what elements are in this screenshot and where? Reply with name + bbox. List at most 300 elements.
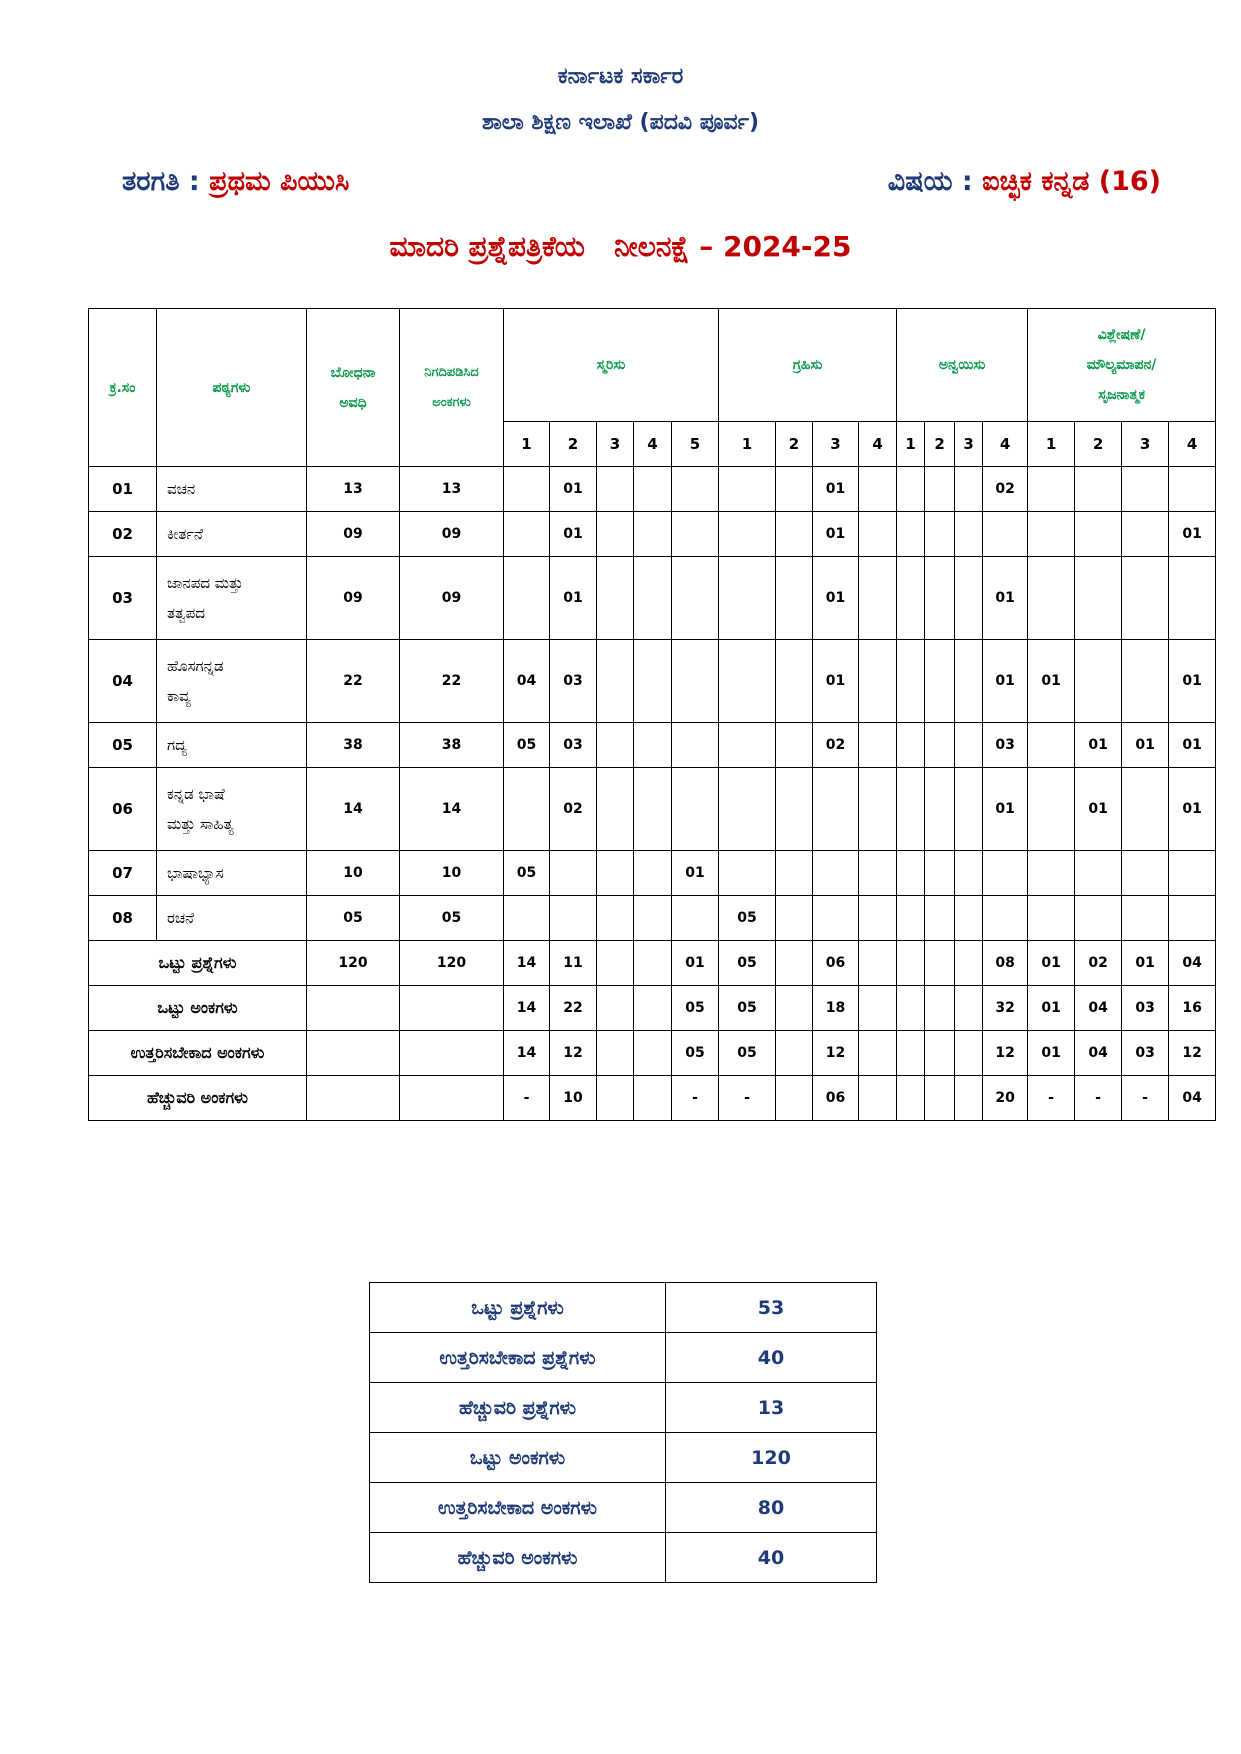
- totals-cell: 10: [550, 1076, 597, 1121]
- row-cell: [719, 723, 776, 768]
- row-topic-line: ಕೀರ್ತನೆ: [167, 525, 204, 543]
- row-cell: [955, 467, 983, 512]
- row-cell: 01: [813, 467, 859, 512]
- summary-value: 53: [666, 1283, 877, 1333]
- row-cell: [672, 557, 719, 640]
- row-cell: [897, 851, 925, 896]
- row-hours: 13: [307, 467, 400, 512]
- row-cell: [597, 467, 634, 512]
- summary-label: ಒಟ್ಟು ಅಂಕಗಳು: [370, 1433, 666, 1483]
- row-hours: 10: [307, 851, 400, 896]
- totals-cell: [955, 1076, 983, 1121]
- row-cell: [504, 512, 550, 557]
- subject-value: ಐಚ್ಛಿಕ ಕನ್ನಡ (16): [982, 166, 1161, 197]
- row-cell: [504, 768, 550, 851]
- totals-cell: -: [1122, 1076, 1169, 1121]
- totals-cell: 14: [504, 986, 550, 1031]
- totals-cell: 04: [1075, 986, 1122, 1031]
- totals-cell: [925, 1031, 955, 1076]
- row-cell: [859, 723, 897, 768]
- row-cell: [925, 640, 955, 723]
- summary-label: ಹೆಚ್ಚುವರಿ ಪ್ರಶ್ನೆಗಳು: [370, 1383, 666, 1433]
- sub-header-level: 2: [550, 422, 597, 467]
- totals-cell: 04: [1075, 1031, 1122, 1076]
- row-cell: [672, 723, 719, 768]
- row-cell: [1169, 467, 1216, 512]
- summary-label: ಉತ್ತರಿಸಬೇಕಾದ ಅಂಕಗಳು: [370, 1483, 666, 1533]
- row-cell: [776, 896, 813, 941]
- row-cell: [550, 896, 597, 941]
- totals-cell: 22: [550, 986, 597, 1031]
- row-topic-line: ರಚನೆ: [167, 909, 195, 927]
- row-cell: [955, 557, 983, 640]
- row-sl-no: 02: [89, 512, 157, 557]
- row-cell: [955, 640, 983, 723]
- totals-cell: 12: [983, 1031, 1028, 1076]
- row-cell: [672, 640, 719, 723]
- row-cell: [634, 723, 672, 768]
- header-teaching-hours-line1: ಬೋಧನಾ: [330, 364, 376, 381]
- row-cell: [597, 640, 634, 723]
- row-topic: [157, 640, 307, 723]
- row-topic: [157, 557, 307, 640]
- row-marks: 10: [400, 851, 504, 896]
- table-row: [89, 851, 1216, 896]
- table-row: [89, 640, 1216, 723]
- row-cell: [504, 896, 550, 941]
- row-topic-line: ಕಾವ್ಯ: [167, 687, 191, 705]
- row-cell: [859, 768, 897, 851]
- row-marks: 05: [400, 896, 504, 941]
- totals-cell: [897, 986, 925, 1031]
- summary-value: 120: [666, 1433, 877, 1483]
- row-topic-line: ಹೊಸಗನ್ನಡ: [167, 657, 224, 675]
- row-cell: 02: [813, 723, 859, 768]
- sub-header-level: 3: [955, 422, 983, 467]
- summary-row: [370, 1333, 877, 1383]
- row-topic-line: ಜಾನಪದ ಮತ್ತು: [167, 574, 244, 592]
- row-hours: 09: [307, 512, 400, 557]
- row-marks: 13: [400, 467, 504, 512]
- row-cell: [925, 467, 955, 512]
- totals-cell: [634, 941, 672, 986]
- header-remember: ಸ್ಮರಿಸು: [504, 309, 719, 422]
- row-cell: [504, 557, 550, 640]
- totals-cell: 04: [1169, 1076, 1216, 1121]
- row-cell: 01: [983, 557, 1028, 640]
- row-cell: [1028, 467, 1075, 512]
- row-cell: [776, 512, 813, 557]
- header-analyse-line2: ಮೌಲ್ಯಮಾಪನ/: [1086, 357, 1157, 373]
- row-cell: [897, 557, 925, 640]
- row-topic-line: ಗದ್ಯ: [167, 736, 187, 754]
- sub-header-level: 1: [504, 422, 550, 467]
- row-topic: [157, 512, 307, 557]
- table-row: [89, 557, 1216, 640]
- row-cell: [597, 768, 634, 851]
- row-cell: [1122, 640, 1169, 723]
- sub-header-level: 1: [897, 422, 925, 467]
- row-cell: [1122, 512, 1169, 557]
- row-hours: 05: [307, 896, 400, 941]
- row-marks: 14: [400, 768, 504, 851]
- row-cell: 01: [1122, 723, 1169, 768]
- summary-label: ಹೆಚ್ಚುವರಿ ಅಂಕಗಳು: [370, 1533, 666, 1583]
- totals-cell: 05: [719, 1031, 776, 1076]
- totals-cell: [859, 1031, 897, 1076]
- totals-cell: 12: [1169, 1031, 1216, 1076]
- row-cell: [925, 512, 955, 557]
- header-analyse-line1: ವಿಶ್ಲೇಷಣೆ/: [1097, 327, 1146, 343]
- totals-cell: [925, 941, 955, 986]
- totals-cell: 02: [1075, 941, 1122, 986]
- totals-cell: [597, 941, 634, 986]
- row-cell: [1075, 557, 1122, 640]
- row-cell: [672, 896, 719, 941]
- summary-row: [370, 1283, 877, 1333]
- sub-header-level: 3: [813, 422, 859, 467]
- totals-cell: [776, 1076, 813, 1121]
- row-sl-no: 01: [89, 467, 157, 512]
- totals-cell: -: [1028, 1076, 1075, 1121]
- row-cell: [925, 768, 955, 851]
- row-topic: [157, 896, 307, 941]
- row-hours: 14: [307, 768, 400, 851]
- row-sl-no: 08: [89, 896, 157, 941]
- row-cell: [597, 851, 634, 896]
- row-cell: [719, 768, 776, 851]
- row-cell: 03: [550, 723, 597, 768]
- sub-header-level: 2: [925, 422, 955, 467]
- row-cell: 01: [983, 640, 1028, 723]
- totals-cell: 16: [1169, 986, 1216, 1031]
- summary-value: 40: [666, 1533, 877, 1583]
- row-cell: [1075, 640, 1122, 723]
- totals-cell: 01: [1028, 986, 1075, 1031]
- row-sl-no: 06: [89, 768, 157, 851]
- row-cell: [672, 467, 719, 512]
- totals-cell: [955, 941, 983, 986]
- row-cell: [859, 640, 897, 723]
- sub-header-level: 3: [597, 422, 634, 467]
- summary-value: 80: [666, 1483, 877, 1533]
- row-cell: [897, 467, 925, 512]
- sub-header-level: 1: [719, 422, 776, 467]
- totals-cell: 20: [983, 1076, 1028, 1121]
- class-label: ತರಗತಿ :: [122, 166, 200, 197]
- totals-hours: [307, 1031, 400, 1076]
- totals-cell: 14: [504, 1031, 550, 1076]
- row-cell: [1122, 851, 1169, 896]
- totals-cell: [776, 986, 813, 1031]
- row-cell: 01: [550, 467, 597, 512]
- row-cell: [1075, 896, 1122, 941]
- row-cell: [859, 896, 897, 941]
- class-value: ಪ್ರಥಮ ಪಿಯುಸಿ: [209, 166, 350, 197]
- class-line: [122, 166, 349, 198]
- summary-table: [369, 1282, 877, 1583]
- row-topic: [157, 467, 307, 512]
- totals-cell: 06: [813, 941, 859, 986]
- totals-marks: [400, 986, 504, 1031]
- row-cell: [859, 467, 897, 512]
- row-hours: 09: [307, 557, 400, 640]
- sub-header-level: 4: [634, 422, 672, 467]
- totals-cell: 03: [1122, 986, 1169, 1031]
- row-cell: 05: [504, 723, 550, 768]
- row-topic-line: ತತ್ವಪದ: [167, 604, 205, 622]
- header-allotted-marks-line1: ನಿಗದಿಪಡಿಸಿದ: [424, 364, 479, 380]
- row-cell: [719, 640, 776, 723]
- row-cell: 01: [813, 640, 859, 723]
- row-cell: [719, 467, 776, 512]
- sub-header-level: 3: [1122, 422, 1169, 467]
- summary-label: ಒಟ್ಟು ಪ್ರಶ್ನೆಗಳು: [370, 1283, 666, 1333]
- row-cell: [859, 512, 897, 557]
- header-teaching-hours: [307, 309, 400, 467]
- row-sl-no: 03: [89, 557, 157, 640]
- row-cell: 04: [504, 640, 550, 723]
- totals-cell: [859, 986, 897, 1031]
- row-cell: [955, 723, 983, 768]
- totals-cell: 01: [1122, 941, 1169, 986]
- row-cell: [983, 851, 1028, 896]
- totals-label: ಉತ್ತರಿಸಬೇಕಾದ ಅಂಕಗಳು: [89, 1031, 307, 1076]
- totals-cell: 08: [983, 941, 1028, 986]
- totals-label: ಒಟ್ಟು ಅಂಕಗಳು: [89, 986, 307, 1031]
- row-cell: 01: [1028, 640, 1075, 723]
- totals-hours: [307, 1076, 400, 1121]
- totals-cell: [634, 986, 672, 1031]
- row-sl-no: 05: [89, 723, 157, 768]
- totals-cell: 01: [1028, 1031, 1075, 1076]
- row-cell: [597, 557, 634, 640]
- row-cell: [634, 467, 672, 512]
- government-heading: ಕರ್ನಾಟಕ ಸರ್ಕಾರ: [557, 64, 684, 89]
- row-cell: [955, 512, 983, 557]
- totals-hours: 120: [307, 941, 400, 986]
- sub-header-level: 4: [1169, 422, 1216, 467]
- subject-label: ವಿಷಯ :: [887, 166, 973, 197]
- totals-cell: [859, 941, 897, 986]
- row-cell: [776, 851, 813, 896]
- row-cell: [955, 896, 983, 941]
- row-topic: [157, 768, 307, 851]
- document-title: ಮಾದರಿ ಪ್ರಶ್ನೆಪತ್ರಿಕೆಯ ನೀಲನಕ್ಷೆ – 2024-25: [389, 230, 852, 263]
- totals-cell: 18: [813, 986, 859, 1031]
- table-row: [89, 768, 1216, 851]
- totals-label: ಒಟ್ಟು ಪ್ರಶ್ನೆಗಳು: [89, 941, 307, 986]
- totals-cell: [897, 941, 925, 986]
- row-cell: [550, 851, 597, 896]
- row-cell: [897, 640, 925, 723]
- row-cell: [897, 896, 925, 941]
- row-cell: 02: [550, 768, 597, 851]
- row-cell: [776, 768, 813, 851]
- row-cell: [955, 768, 983, 851]
- sub-header-level: 1: [1028, 422, 1075, 467]
- header-allotted-marks: [400, 309, 504, 467]
- sub-header-level: 2: [776, 422, 813, 467]
- row-cell: 01: [550, 557, 597, 640]
- totals-cell: [897, 1076, 925, 1121]
- row-cell: [897, 512, 925, 557]
- totals-cell: 05: [719, 941, 776, 986]
- row-cell: [634, 557, 672, 640]
- row-cell: [813, 896, 859, 941]
- row-cell: [813, 851, 859, 896]
- row-topic-line: ಮತ್ತು ಸಾಹಿತ್ಯ: [167, 815, 234, 833]
- totals-cell: 32: [983, 986, 1028, 1031]
- totals-cell: [776, 1031, 813, 1076]
- row-topic-line: ಭಾಷಾಭ್ಯಾಸ: [167, 864, 224, 882]
- summary-value: 13: [666, 1383, 877, 1433]
- row-cell: [1169, 557, 1216, 640]
- subject-line: [888, 166, 1161, 198]
- totals-cell: 12: [550, 1031, 597, 1076]
- row-cell: [859, 557, 897, 640]
- totals-cell: 06: [813, 1076, 859, 1121]
- row-cell: [1122, 557, 1169, 640]
- totals-cell: [634, 1031, 672, 1076]
- row-cell: [983, 896, 1028, 941]
- row-cell: [1028, 557, 1075, 640]
- row-cell: [776, 723, 813, 768]
- summary-row: [370, 1433, 877, 1483]
- row-cell: [776, 467, 813, 512]
- department-heading: ಶಾಲಾ ಶಿಕ್ಷಣ ಇಲಾಖೆ (ಪದವಿ ಪೂರ್ವ): [481, 110, 760, 135]
- totals-cell: 04: [1169, 941, 1216, 986]
- header-understand: ಗ್ರಹಿಸು: [719, 309, 897, 422]
- totals-cell: [859, 1076, 897, 1121]
- row-cell: [1028, 896, 1075, 941]
- row-topic-line: ವಚನ: [167, 480, 196, 498]
- row-cell: [776, 557, 813, 640]
- row-cell: [1075, 851, 1122, 896]
- totals-marks: [400, 1031, 504, 1076]
- header-sl-no: ಕ್ರ.ಸಂ: [89, 309, 157, 467]
- table-row: [89, 512, 1216, 557]
- row-cell: [597, 723, 634, 768]
- totals-cell: -: [672, 1076, 719, 1121]
- row-cell: 03: [550, 640, 597, 723]
- totals-cell: 12: [813, 1031, 859, 1076]
- row-cell: [813, 768, 859, 851]
- row-cell: 01: [1075, 768, 1122, 851]
- row-marks: 22: [400, 640, 504, 723]
- totals-cell: [925, 986, 955, 1031]
- blueprint-table: [88, 308, 1216, 1121]
- row-sl-no: 07: [89, 851, 157, 896]
- totals-hours: [307, 986, 400, 1031]
- row-cell: 05: [719, 896, 776, 941]
- row-cell: [719, 851, 776, 896]
- row-cell: 01: [672, 851, 719, 896]
- totals-label: ಹೆಚ್ಚುವರಿ ಅಂಕಗಳು: [89, 1076, 307, 1121]
- row-cell: [925, 896, 955, 941]
- sub-header-level: 2: [1075, 422, 1122, 467]
- row-cell: [1075, 512, 1122, 557]
- totals-cell: [897, 1031, 925, 1076]
- totals-row: [89, 986, 1216, 1031]
- totals-cell: 01: [1028, 941, 1075, 986]
- row-cell: 01: [550, 512, 597, 557]
- row-cell: [925, 851, 955, 896]
- row-sl-no: 04: [89, 640, 157, 723]
- summary-row: [370, 1483, 877, 1533]
- row-cell: [1122, 467, 1169, 512]
- row-marks: 09: [400, 557, 504, 640]
- header-allotted-marks-line2: ಅಂಕಗಳು: [432, 394, 471, 410]
- row-cell: 03: [983, 723, 1028, 768]
- totals-cell: [925, 1076, 955, 1121]
- sub-header-level: 5: [672, 422, 719, 467]
- totals-cell: 05: [672, 1031, 719, 1076]
- row-cell: 01: [1169, 640, 1216, 723]
- row-cell: [925, 557, 955, 640]
- row-cell: 01: [813, 557, 859, 640]
- row-topic: [157, 723, 307, 768]
- totals-marks: 120: [400, 941, 504, 986]
- summary-row: [370, 1533, 877, 1583]
- totals-cell: [955, 1031, 983, 1076]
- row-hours: 38: [307, 723, 400, 768]
- row-cell: 01: [983, 768, 1028, 851]
- totals-row: [89, 941, 1216, 986]
- totals-row: [89, 1076, 1216, 1121]
- totals-row: [89, 1031, 1216, 1076]
- totals-cell: [597, 1031, 634, 1076]
- row-cell: [776, 640, 813, 723]
- row-cell: [1122, 768, 1169, 851]
- summary-value: 40: [666, 1333, 877, 1383]
- row-marks: 38: [400, 723, 504, 768]
- row-cell: [1169, 851, 1216, 896]
- totals-cell: 11: [550, 941, 597, 986]
- totals-cell: 05: [719, 986, 776, 1031]
- row-cell: [504, 467, 550, 512]
- row-cell: [1028, 768, 1075, 851]
- totals-marks: [400, 1076, 504, 1121]
- row-topic: [157, 851, 307, 896]
- summary-label: ಉತ್ತರಿಸಬೇಕಾದ ಪ್ರಶ್ನೆಗಳು: [370, 1333, 666, 1383]
- sub-header-level: 4: [859, 422, 897, 467]
- row-cell: [859, 851, 897, 896]
- row-cell: [719, 557, 776, 640]
- totals-cell: [597, 1076, 634, 1121]
- header-apply: ಅನ್ವಯಿಸು: [897, 309, 1028, 422]
- totals-cell: -: [1075, 1076, 1122, 1121]
- row-cell: [1122, 896, 1169, 941]
- totals-cell: 01: [672, 941, 719, 986]
- row-cell: [1028, 512, 1075, 557]
- row-cell: [634, 768, 672, 851]
- row-cell: [1028, 723, 1075, 768]
- sub-header-level: 4: [983, 422, 1028, 467]
- header-teaching-hours-line2: ಅವಧಿ: [339, 394, 367, 411]
- row-cell: [1075, 467, 1122, 512]
- row-topic-line: ಕನ್ನಡ ಭಾಷೆ: [167, 785, 225, 803]
- row-cell: 05: [504, 851, 550, 896]
- table-row: [89, 723, 1216, 768]
- row-cell: 01: [1169, 512, 1216, 557]
- totals-cell: 05: [672, 986, 719, 1031]
- totals-cell: [955, 986, 983, 1031]
- totals-cell: -: [504, 1076, 550, 1121]
- row-cell: [955, 851, 983, 896]
- row-cell: [719, 512, 776, 557]
- table-row: [89, 467, 1216, 512]
